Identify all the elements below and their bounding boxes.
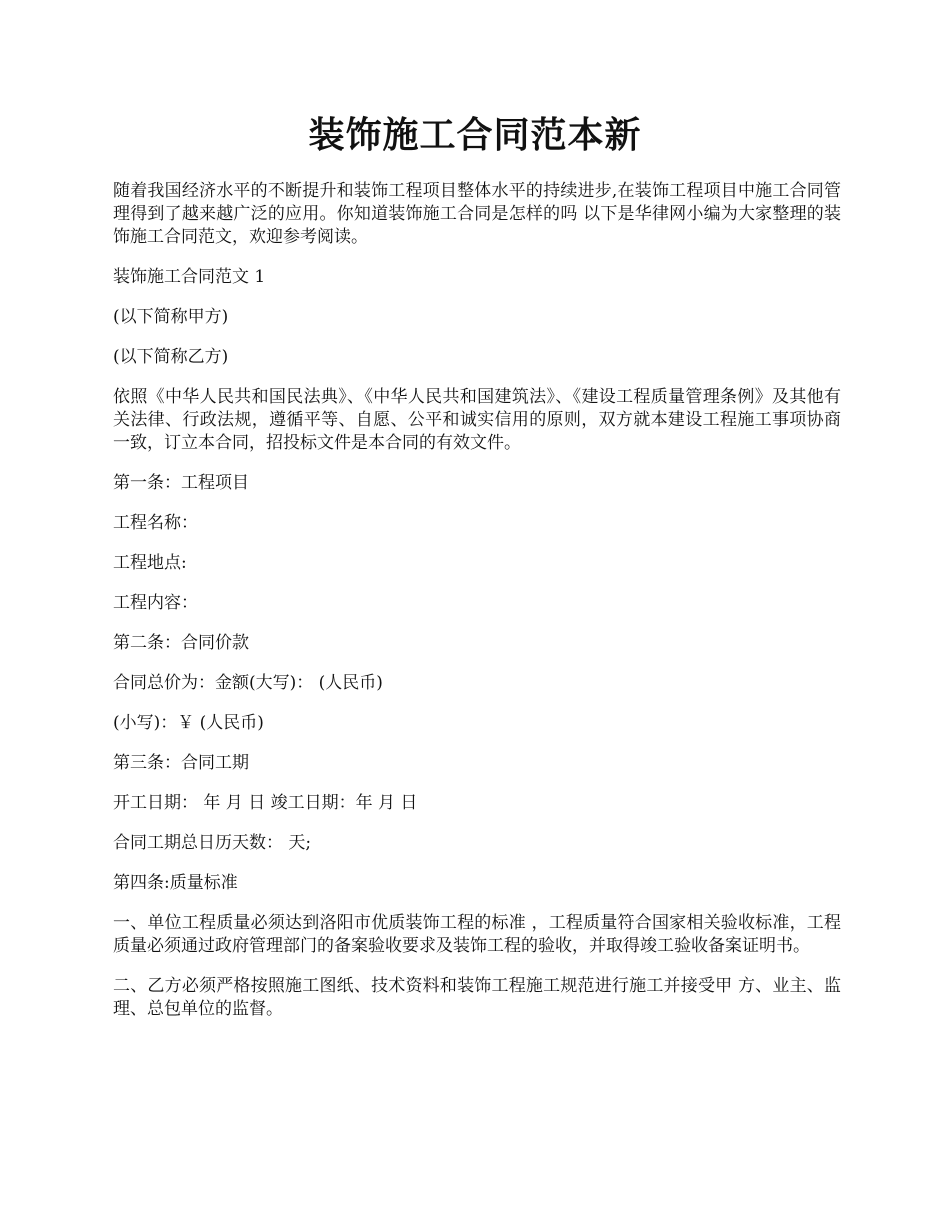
article-3-heading: 第三条：合同工期 xyxy=(113,753,249,773)
article-4-heading: 第四条:质量标准 xyxy=(113,873,238,893)
party-a-line: (以下简称甲方) xyxy=(113,307,229,327)
total-days-line: 合同工期总日历天数： 天; xyxy=(113,833,312,853)
intro-paragraph: 随着我国经济水平的不断提升和装饰工程项目整体水平的持续进步,在装饰工程项目中施工合同管理得到了越来越广泛的应用。你知道装饰施工合同是怎样的吗 以下是华律网小编为大家整理的装饰施工合同范文，欢迎参考阅读。 xyxy=(113,181,841,247)
document-body xyxy=(113,180,841,1038)
project-location-line: 工程地点: xyxy=(113,553,187,573)
total-price-lowercase-line: (小写)：￥ (人民币) xyxy=(113,713,264,733)
document-title: 装饰施工合同范本新 xyxy=(308,114,642,156)
legal-basis-paragraph: 依照《中华人民共和国民法典》、《中华人民共和国建筑法》、《建设工程质量管理条例》及其他有关法律、行政法规，遵循平等、自愿、公平和诚实信用的原则，双方就本建设工程施工事项协商一致，订立本合同，招投标文件是本合同的有效文件。 xyxy=(113,387,841,453)
quality-clause-1: 一、单位工程质量必须达到洛阳市优质装饰工程的标准 ，工程质量符合国家相关验收标准，工程质量必须通过政府管理部门的备案验收要求及装饰工程的验收，并取得竣工验收备案证明书。 xyxy=(113,913,841,956)
article-1-heading: 第一条：工程项目 xyxy=(113,473,249,493)
article-2-heading: 第二条：合同价款 xyxy=(113,633,249,653)
section-heading-sample-1: 装饰施工合同范文 1 xyxy=(113,267,266,287)
project-name-line: 工程名称： xyxy=(113,513,198,533)
start-completion-date-line: 开工日期： 年 月 日 竣工日期：年 月 日 xyxy=(113,793,418,813)
party-b-line: (以下简称乙方) xyxy=(113,347,229,367)
project-content-line: 工程内容： xyxy=(113,593,198,613)
quality-clause-2: 二、乙方必须严格按照施工图纸、技术资料和装饰工程施工规范进行施工并接受甲 方、业主、监理、总包单位的监督。 xyxy=(113,976,841,1019)
total-price-uppercase-line: 合同总价为：金额(大写)： (人民币) xyxy=(113,673,383,693)
